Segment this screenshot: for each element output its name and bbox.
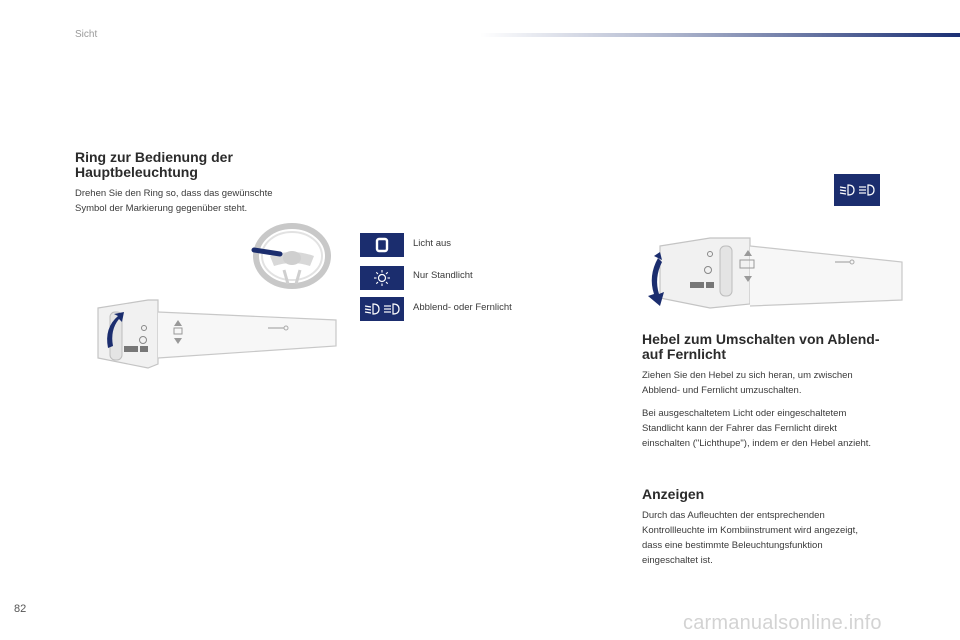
ring-lever-illustration (88, 298, 338, 374)
indicators-section (642, 487, 922, 568)
ring-text-line2: Symbol der Markierung gegenüber steht. (75, 203, 248, 214)
beam-lever-illustration (640, 236, 905, 314)
lever-p2-line1: Bei ausgeschaltetem Licht oder eingeschaltetem (642, 408, 847, 419)
lever-section (642, 332, 922, 451)
page-number: 82 (14, 603, 27, 615)
lever-p2-line2: Standlicht kann der Fahrer das Fernlicht direkt (642, 423, 837, 434)
lever-title-line2: auf Fernlicht (642, 346, 727, 362)
parking-light-icon (360, 266, 404, 290)
indicators-text (642, 508, 922, 568)
indicators-line1: Durch das Aufleuchten der entsprechenden (642, 510, 825, 521)
lever-p2-line3: einschalten ("Lichthupe"), indem er den Hebel anzieht. (642, 438, 872, 449)
lever-paragraph-2 (642, 406, 922, 451)
ring-section (75, 150, 335, 216)
lever-title-line1: Hebel zum Umschalten von Ablend- (642, 331, 880, 347)
main-beam-indicator-icon (834, 174, 880, 206)
ring-section-text (75, 186, 335, 216)
lever-p1-line1: Ziehen Sie den Hebel zu sich heran, um zwischen (642, 370, 853, 381)
ring-section-title (75, 150, 335, 180)
indicators-line4: eingeschaltet ist. (642, 555, 713, 566)
indicators-title: Anzeigen (642, 486, 705, 502)
watermark[interactable]: carmanualsonline.info (683, 612, 882, 634)
section-header: Sicht (75, 29, 98, 40)
steering-wheel-illustration (240, 220, 340, 292)
lever-paragraph-1 (642, 368, 922, 398)
lever-section-title (642, 332, 922, 362)
ring-text-line1: Drehen Sie den Ring so, dass das gewünschte (75, 188, 273, 199)
light-off-icon (360, 233, 404, 257)
mode-label-parking: Nur Standlicht (413, 270, 473, 281)
ring-title-line1: Ring zur Bedienung der (75, 149, 233, 165)
header-gradient-bar (480, 33, 960, 37)
mode-label-off: Licht aus (413, 238, 452, 249)
ring-title-line2: Hauptbeleuchtung (75, 164, 198, 180)
indicators-line2: Kontrollleuchte im Kombiinstrument wird angezeigt, (642, 525, 858, 536)
mode-label-beam: Abblend- oder Fernlicht (413, 302, 512, 313)
indicators-line3: dass eine bestimmte Beleuchtungsfunktion (642, 540, 823, 551)
lever-p1-line2: Abblend- und Fernlicht umzuschalten. (642, 385, 802, 396)
dipped-main-beam-icon (360, 297, 404, 321)
